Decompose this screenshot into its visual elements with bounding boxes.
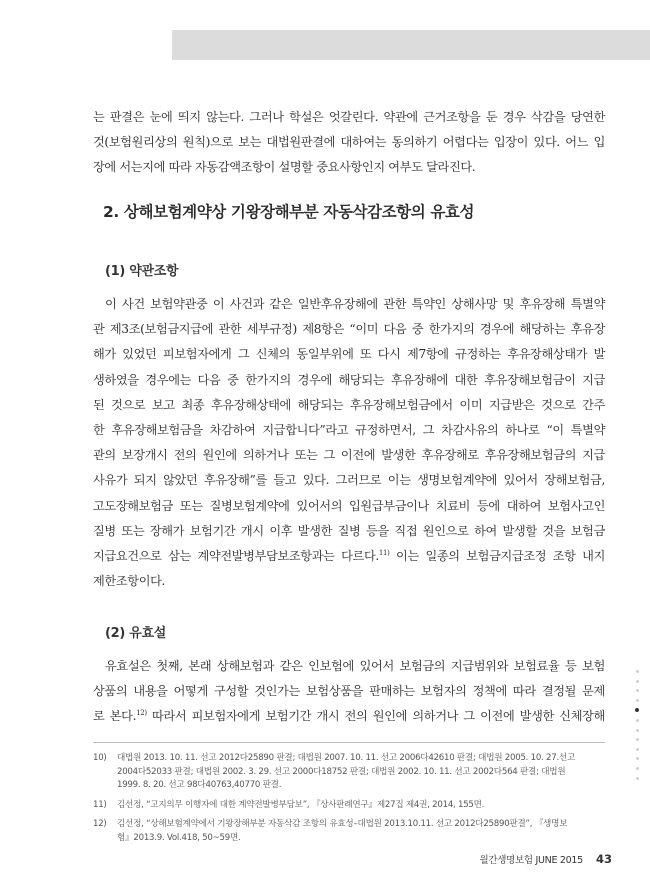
page-number: 43 xyxy=(595,852,612,866)
text-line: 관 제3조(보험금지급에 관한 세부규정) 제8항은 “이미 다음 중 한가지의 경우에 해당하는 후유장 xyxy=(93,322,605,337)
text-line xyxy=(93,704,605,729)
page-progress-dots xyxy=(634,670,640,786)
footnote-number: 12) xyxy=(93,819,107,830)
footnote-ref-12[interactable]: 12) xyxy=(136,709,147,718)
text-line: 고도장해보험금 또는 질병보험계약에 있어서의 입원급부금이나 치료비 등에 대하여 보험사고인 xyxy=(93,498,605,513)
text-segment: 지급요건으로 삼는 계약전발병부담보조항과는 다르다. xyxy=(93,549,379,564)
text-line: 질병 또는 장해가 보험기간 개시 이후 발생한 질병 등을 직접 원인으로 하여 발생할 것을 보험금 xyxy=(93,523,605,538)
text-line: 관의 보장개시 전의 원인에 의하거나 또는 그 이전에 발생한 후유장해로 후유장해보험금의 지급 xyxy=(93,448,605,463)
text-line: 한 후유장해보험금을 차감하여 지급합니다”라고 규정하면서, 그 차감사유의 하나로 “이 특별약 xyxy=(93,423,605,438)
subsection-heading-terms: (1) 약관조항 xyxy=(105,264,179,279)
text-line: 사유가 되지 않았던 후유장해”를 들고 있다. 그러므로 이는 생명보험계약에 있어서 장해보험금, xyxy=(93,473,605,488)
footnote-line: 1999. 8. 20. 선고 98다40763,40770 판결. xyxy=(117,780,282,791)
text-line: 제한조항이다. xyxy=(93,574,166,589)
text-line: 유효설은 첫째, 본래 상해보험과 같은 인보험에 있어서 보험금의 지급범위와 보험료율 등 보험 xyxy=(105,659,605,673)
footnote-number: 11) xyxy=(93,799,107,810)
footnote-line: 김선정, “상해보험계약에서 기왕장해부분 자동삭감 조항의 유효성–대법원 2013.10.11. 선고 2012다25890판결”, 『생명보 xyxy=(117,819,568,830)
section-heading: 2. 상해보험계약상 기왕장해부분 자동삭감조항의 유효성 xyxy=(103,203,475,221)
progress-dot xyxy=(636,729,639,732)
footnote-line: 대법원 2013. 10. 11. 선고 2012다25890 판결; 대법원 2007. 10. 11. 선고 2006다42610 판결; 대법원 2005. 10. 27.선고 xyxy=(117,753,576,763)
text-line: 된 것으로 보고 최종 후유장해상태에 해당되는 후유장해보험금에서 이미 지급받은 것으로 간주 xyxy=(93,397,605,412)
text-segment: 이는 일종의 보험금지급조정 조항 내지 xyxy=(396,549,605,564)
text-segment: 따라서 피보험자에게 보험기간 개시 전의 원인에 의하거나 그 이전에 발생한 신체장해 xyxy=(152,709,605,724)
progress-dot xyxy=(636,757,639,760)
intro-paragraph xyxy=(93,105,605,181)
progress-dot xyxy=(636,748,639,751)
progress-dot xyxy=(636,689,639,692)
footnote-line: 험』2013.9. Vol.418, 50~59면. xyxy=(117,832,241,843)
footnote-ref-11[interactable]: 11) xyxy=(378,549,390,558)
publication-name: 월간생명보험 JUNE 2015 xyxy=(479,855,583,866)
text-line: 는 판결은 눈에 띄지 않는다. 그러나 학설은 엇갈린다. 약관에 근거조항을 둔 경우 삭감을 당연한 xyxy=(93,110,605,124)
text-line: 해가 있었던 피보험자에게 그 신체의 동일부위에 또 다시 제7항에 규정하는 후유장해상태가 발 xyxy=(93,347,605,362)
text-line: 생하였을 경우에는 다음 중 한가지의 경우에 해당되는 후유장해에 대한 후유장해보험금이 지급 xyxy=(93,372,605,387)
progress-dot xyxy=(636,777,639,780)
footnote-12 xyxy=(93,818,613,845)
text-segment: 로 본다. xyxy=(93,709,137,724)
progress-dot xyxy=(636,670,639,673)
progress-dot xyxy=(636,699,639,702)
subsection-heading-validity: (2) 유효설 xyxy=(105,626,167,641)
progress-dot xyxy=(636,680,639,683)
footnote-line: 김선정, “고지의무 이행자에 대한 계약전발병부담보”, 『상사판례연구』제27집 제4권, 2014, 155면. xyxy=(117,799,485,810)
header-band xyxy=(172,30,650,60)
footnote-11 xyxy=(93,799,613,813)
validity-paragraph xyxy=(93,654,605,730)
footnote-line: 2004다52033 판결; 대법원 2002. 3. 29. 선고 2000다18752 판결; 대법원 2002. 10. 11. 선고 2002다564 판결; 대법원 xyxy=(117,766,566,777)
footnotes xyxy=(93,752,613,852)
text-line: 상품의 내용을 어떻게 구성할 것인가는 보험상품을 판매하는 보험자의 정책에 따라 결정될 문제 xyxy=(93,684,605,699)
footnote-divider xyxy=(93,742,605,743)
text-line: 이 사건 보험약관중 이 사건과 같은 일반후유장해에 관한 특약인 상해사망 및 후유장해 특별약 xyxy=(105,297,605,311)
text-line: 장에 서는지에 따라 자동감액조항이 설명할 중요사항인지 여부도 달라진다. xyxy=(93,160,476,175)
progress-dot xyxy=(636,738,639,741)
text-line: 것(보험원리상의 원칙)으로 보는 대법원판결에 대하여는 동의하기 어렵다는 입장이 있다. 어느 입 xyxy=(93,135,605,150)
progress-dot xyxy=(636,767,639,770)
progress-dot-active xyxy=(635,708,639,712)
text-line xyxy=(93,544,605,569)
page-footer xyxy=(480,848,612,867)
terms-paragraph xyxy=(93,292,605,594)
footnote-number: 10) xyxy=(93,753,107,763)
footnote-10 xyxy=(93,752,613,793)
progress-dot xyxy=(636,719,639,722)
